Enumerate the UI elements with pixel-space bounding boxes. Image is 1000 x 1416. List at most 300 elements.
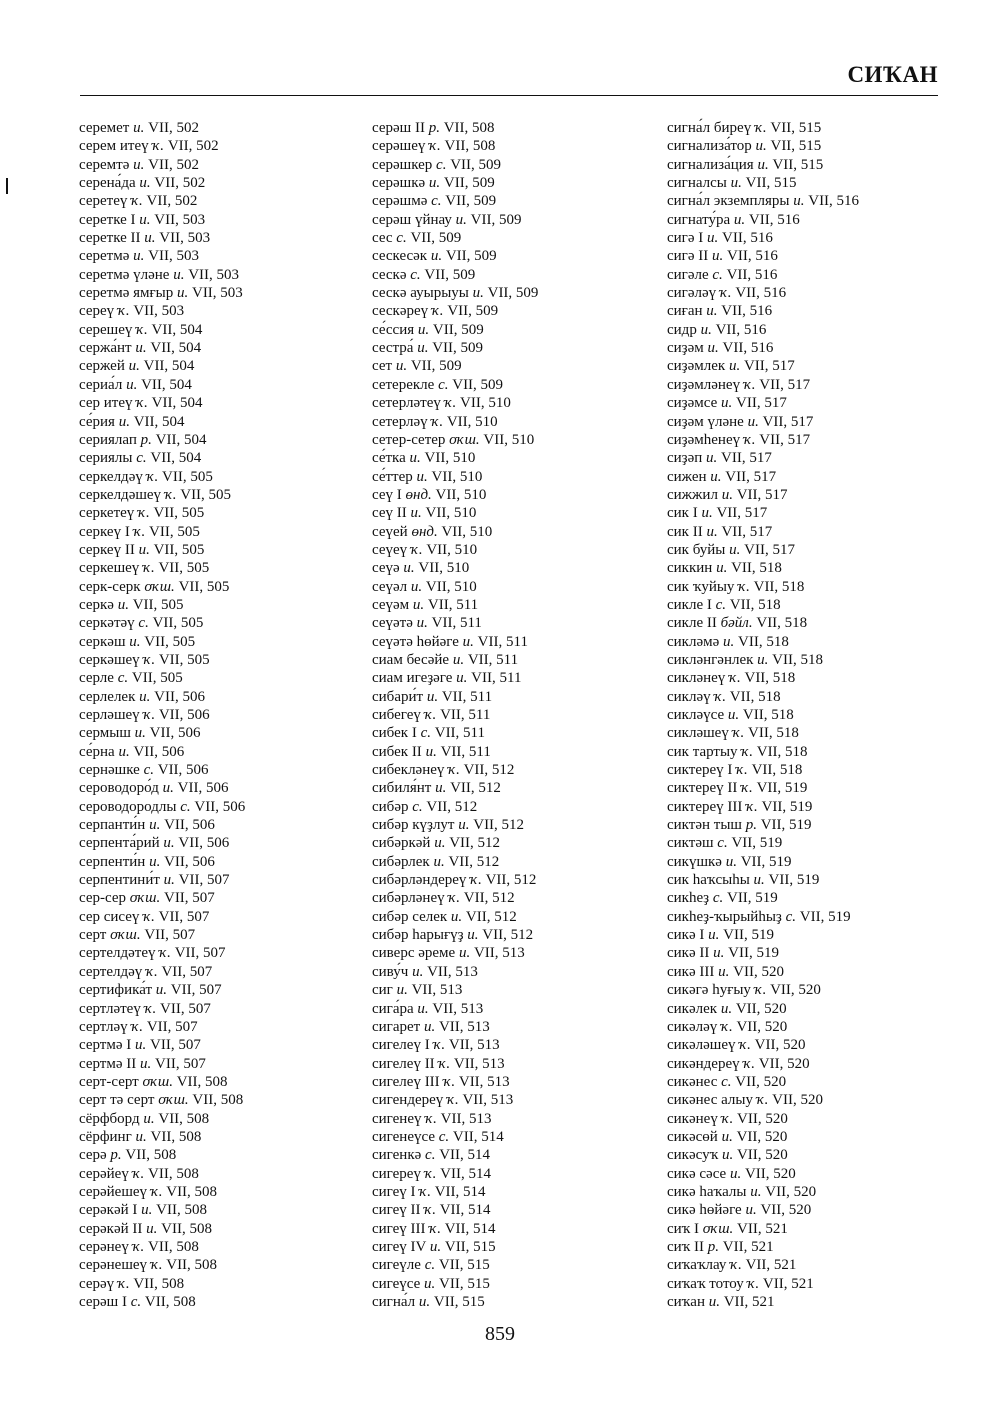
index-entry	[79, 339, 245, 357]
index-entry	[372, 651, 538, 669]
volume-page-ref: VII, 512	[463, 762, 515, 779]
volume-page-ref: VII, 510	[441, 523, 493, 540]
part-of-speech: с.	[424, 1257, 436, 1274]
headword: серәйеү	[79, 1165, 129, 1182]
headword: сереү	[79, 303, 115, 320]
index-entry	[79, 944, 245, 962]
part-of-speech: и.	[128, 358, 140, 375]
index-entry	[79, 1000, 245, 1018]
headword: сикләү	[667, 688, 711, 705]
volume-page-ref: VII, 504	[150, 340, 202, 357]
headword: сигә II	[667, 248, 709, 265]
part-of-speech: и.	[139, 175, 151, 192]
part-of-speech: ҡ.	[132, 1238, 145, 1255]
headword: серпентини́т	[79, 872, 160, 889]
index-entry	[667, 266, 859, 284]
index-entry	[79, 926, 245, 944]
headword: сибек II	[372, 743, 422, 760]
index-entry	[372, 523, 538, 541]
headword: серетке II	[79, 230, 141, 247]
volume-page-ref: VII, 508	[443, 120, 495, 136]
volume-page-ref: VII, 520	[760, 1202, 812, 1219]
volume-page-ref: VII, 516	[715, 321, 767, 338]
volume-page-ref: VII, 506	[194, 798, 246, 815]
volume-page-ref: VII, 511	[440, 707, 491, 723]
headword: сертләтеү	[79, 1000, 141, 1017]
index-entry	[372, 963, 538, 981]
part-of-speech: с.	[438, 1128, 450, 1145]
headword: сигна́л	[372, 1294, 416, 1310]
headword: сигендереү	[372, 1092, 444, 1109]
index-entry	[667, 981, 859, 999]
index-entry	[667, 247, 859, 265]
index-entry	[79, 1055, 245, 1073]
part-of-speech: ҡ.	[419, 1183, 431, 1200]
headword: сетер-сетер	[372, 431, 446, 448]
headword: серәшмә	[372, 193, 428, 210]
index-entry	[79, 1128, 245, 1146]
part-of-speech: и.	[723, 633, 735, 650]
part-of-speech: ҡ.	[741, 743, 753, 760]
part-of-speech: и.	[176, 285, 189, 302]
headword: сероводородлы	[79, 798, 177, 815]
part-of-speech: и.	[716, 560, 728, 577]
headword: сеү II	[372, 505, 407, 522]
volume-page-ref: VII, 513	[427, 963, 478, 980]
part-of-speech: и.	[417, 321, 430, 338]
part-of-speech: оҡш.	[449, 431, 480, 448]
headword: сиам бесәйе	[372, 651, 450, 668]
headword: сибегеү	[372, 707, 421, 723]
volume-page-ref: VII, 509	[432, 340, 484, 357]
index-entry	[667, 908, 859, 926]
index-entry	[79, 468, 245, 486]
volume-page-ref: VII, 504	[155, 431, 207, 448]
headword: серпента́рий	[79, 835, 160, 852]
part-of-speech: оҡш.	[129, 890, 161, 907]
volume-page-ref: VII, 516	[748, 211, 800, 228]
headword: сермыш	[79, 725, 131, 742]
index-entry	[79, 688, 245, 706]
part-of-speech: и.	[728, 358, 741, 375]
headword: сиҙәмләнеү	[667, 376, 741, 393]
volume-page-ref: VII, 520	[737, 1110, 788, 1127]
part-of-speech: с.	[425, 1147, 436, 1164]
margin-mark	[6, 178, 8, 194]
part-of-speech: и.	[133, 120, 145, 136]
headword: сеүей	[372, 523, 408, 540]
headword: сикәнес алыу	[667, 1092, 753, 1109]
volume-page-ref: VII, 510	[446, 413, 498, 430]
part-of-speech: ҡ.	[143, 707, 156, 723]
headword: серәнешеү	[79, 1257, 148, 1274]
part-of-speech: и.	[434, 835, 446, 852]
volume-page-ref: VII, 508	[192, 1092, 244, 1109]
index-entry	[79, 853, 245, 871]
index-entry	[372, 174, 538, 192]
headword: сибәр	[372, 798, 409, 815]
index-entry	[372, 321, 538, 339]
index-entry	[79, 504, 245, 522]
part-of-speech: ҡ.	[729, 670, 741, 687]
headword: серләшеү	[79, 707, 140, 723]
headword: сиҡаҡ тотоу	[667, 1275, 744, 1292]
index-entry	[667, 431, 859, 449]
headword: сик буйы	[667, 541, 726, 558]
index-entry	[667, 1238, 859, 1256]
volume-page-ref: VII, 512	[448, 853, 500, 870]
part-of-speech: и.	[452, 651, 465, 668]
headword: сескә	[372, 266, 407, 283]
volume-page-ref: VII, 505	[158, 651, 210, 668]
part-of-speech: ҡ.	[743, 1055, 756, 1072]
part-of-speech: и.	[417, 340, 429, 357]
part-of-speech: и.	[139, 688, 151, 705]
part-of-speech: с.	[717, 835, 728, 852]
volume-page-ref: VII, 508	[148, 1165, 199, 1182]
index-entry	[667, 229, 859, 247]
part-of-speech: оҡш.	[702, 1220, 734, 1237]
part-of-speech: и.	[395, 358, 408, 375]
volume-page-ref: VII, 520	[735, 1000, 787, 1017]
volume-page-ref: VII, 519	[761, 798, 813, 815]
index-entry	[79, 431, 245, 449]
part-of-speech: ҡ.	[425, 1110, 437, 1127]
part-of-speech: ҡ.	[721, 1110, 734, 1127]
part-of-speech: и.	[707, 230, 719, 247]
headword: сиктәш	[667, 835, 714, 852]
index-entry	[79, 486, 245, 504]
headword: сигеү III	[372, 1220, 426, 1237]
part-of-speech: ҡ.	[117, 303, 130, 320]
index-entry	[79, 761, 245, 779]
volume-page-ref: VII, 507	[158, 908, 210, 925]
headword: сигә I	[667, 230, 704, 247]
volume-page-ref: VII, 506	[177, 780, 229, 797]
index-entry	[79, 1110, 245, 1128]
index-entry	[667, 596, 859, 614]
headword: серкеү II	[79, 541, 135, 558]
index-entry	[667, 1110, 859, 1128]
index-entry	[79, 779, 245, 797]
index-entry	[79, 1146, 245, 1164]
headword: сикһеҙ	[667, 890, 710, 907]
headword: сиҙәмһенеү	[667, 431, 741, 448]
headword: сибәр күҙлут	[372, 817, 455, 834]
headword: сикәсөй	[667, 1128, 718, 1145]
headword: сиккин	[667, 560, 713, 577]
volume-page-ref: VII, 510	[418, 560, 470, 577]
index-entry	[79, 798, 245, 816]
headword: сикә III	[667, 963, 715, 980]
part-of-speech: и.	[126, 376, 138, 393]
part-of-speech: ҡ.	[164, 486, 177, 503]
headword: сиг	[372, 982, 393, 999]
volume-page-ref: VII, 516	[808, 193, 860, 210]
index-entry	[79, 1036, 245, 1054]
volume-page-ref: VII, 510	[435, 486, 487, 503]
part-of-speech: оҡш.	[144, 578, 175, 595]
index-entry	[372, 1201, 538, 1219]
index-entry	[372, 706, 538, 724]
headword: сеүеү	[372, 541, 408, 558]
volume-page-ref: VII, 509	[432, 321, 484, 338]
index-entry	[667, 137, 859, 155]
headword: серәкәй I	[79, 1202, 138, 1219]
index-entry	[372, 357, 538, 375]
index-entry	[79, 1275, 245, 1293]
part-of-speech: и.	[149, 817, 161, 834]
index-entry	[667, 1220, 859, 1238]
index-entry	[667, 449, 859, 467]
part-of-speech: и.	[729, 1165, 742, 1182]
volume-page-ref: VII, 513	[448, 1037, 500, 1054]
volume-page-ref: VII, 511	[441, 688, 493, 705]
part-of-speech: ҡ.	[133, 523, 146, 540]
index-entry	[667, 284, 859, 302]
volume-page-ref: VII, 517	[744, 541, 795, 558]
headword: серәш II	[372, 120, 425, 136]
part-of-speech: и.	[700, 321, 712, 338]
headword: сикһеҙ-ҡырыйһыҙ	[667, 908, 782, 925]
headword: сер-сер	[79, 890, 126, 907]
index-entry	[372, 431, 538, 449]
part-of-speech: и.	[456, 670, 468, 687]
part-of-speech: с.	[410, 266, 421, 283]
headword: сик I	[667, 505, 698, 522]
headword: сигеү IV	[372, 1238, 427, 1255]
index-entry	[372, 302, 538, 320]
part-of-speech: и.	[129, 633, 141, 650]
part-of-speech: и.	[118, 743, 130, 760]
part-of-speech: р.	[745, 817, 757, 834]
part-of-speech: ҡ.	[747, 1275, 760, 1292]
index-entry	[372, 394, 538, 412]
index-entry	[79, 1293, 245, 1311]
part-of-speech: и.	[133, 156, 145, 173]
headword: сиған	[667, 303, 703, 320]
headword: сиверс әреме	[372, 945, 456, 962]
headword: сикәнес	[667, 1073, 718, 1090]
index-entry	[79, 1238, 245, 1256]
part-of-speech: р.	[707, 1238, 720, 1255]
volume-page-ref: VII, 508	[444, 138, 496, 155]
volume-page-ref: VII, 505	[152, 615, 204, 632]
volume-page-ref: VII, 512	[465, 908, 517, 925]
part-of-speech: и.	[708, 1294, 720, 1310]
headword: серлелек	[79, 688, 136, 705]
volume-page-ref: VII, 506	[164, 817, 215, 834]
part-of-speech: ҡ.	[719, 285, 732, 302]
volume-page-ref: VII, 503	[188, 266, 240, 283]
part-of-speech: и.	[725, 853, 737, 870]
volume-page-ref: VII, 518	[772, 651, 823, 668]
index-entry	[79, 889, 245, 907]
part-of-speech: и.	[428, 175, 441, 192]
part-of-speech: и.	[140, 1055, 152, 1072]
volume-page-ref: VII, 521	[723, 1294, 775, 1310]
headword: серәш I	[79, 1294, 127, 1310]
headword: сиҙәмсе	[667, 395, 718, 412]
volume-page-ref: VII, 505	[180, 486, 232, 503]
index-entry	[79, 908, 245, 926]
index-entry	[372, 1183, 538, 1201]
index-entry	[372, 816, 538, 834]
part-of-speech: и.	[412, 963, 424, 980]
volume-page-ref: VII, 508	[158, 1110, 210, 1127]
part-of-speech: с.	[396, 230, 407, 247]
headword: сигелеү III	[372, 1073, 440, 1090]
part-of-speech: ҡ.	[143, 651, 156, 668]
part-of-speech: и.	[403, 560, 415, 577]
volume-page-ref: VII, 519	[799, 908, 851, 925]
volume-page-ref: VII, 504	[151, 321, 203, 338]
headword: сикә сәсе	[667, 1165, 727, 1182]
volume-page-ref: VII, 518	[742, 707, 794, 723]
volume-page-ref: VII, 515	[439, 1275, 490, 1292]
volume-page-ref: VII, 509	[487, 285, 539, 302]
part-of-speech: и.	[712, 248, 724, 265]
volume-page-ref: VII, 512	[463, 890, 515, 907]
headword: серәнеү	[79, 1238, 129, 1255]
headword: сикә II	[667, 945, 710, 962]
volume-page-ref: VII, 520	[765, 1183, 817, 1200]
headword: серпанти́н	[79, 817, 146, 834]
index-entry	[79, 651, 245, 669]
volume-page-ref: VII, 517	[762, 413, 814, 430]
part-of-speech: и.	[155, 982, 168, 999]
header-rule	[80, 95, 938, 96]
volume-page-ref: VII, 517	[759, 376, 811, 393]
headword: сикә һаҡалы	[667, 1183, 747, 1200]
headword: серена́да	[79, 175, 136, 192]
part-of-speech: и.	[708, 927, 720, 944]
index-entry	[667, 211, 859, 229]
part-of-speech: и.	[450, 908, 463, 925]
volume-page-ref: VII, 517	[725, 468, 777, 485]
part-of-speech: с.	[138, 615, 149, 632]
index-entry	[79, 1256, 245, 1274]
volume-page-ref: VII, 521	[745, 1257, 797, 1274]
headword: сидр	[667, 321, 697, 338]
index-entry	[372, 1018, 538, 1036]
volume-page-ref: VII, 517	[736, 486, 788, 503]
volume-page-ref: VII, 508	[150, 1128, 202, 1145]
part-of-speech: и.	[458, 945, 471, 962]
headword: сик һаҡсыһы	[667, 872, 750, 889]
index-column-1	[79, 119, 245, 1311]
volume-page-ref: VII, 511	[427, 596, 479, 613]
index-entry	[372, 504, 538, 522]
index-entry	[667, 1036, 859, 1054]
headword: сигна́л биреү	[667, 120, 752, 136]
part-of-speech: өнд.	[411, 523, 438, 540]
part-of-speech: с.	[712, 890, 724, 907]
headword: се́рия	[79, 413, 115, 430]
index-entry	[667, 688, 859, 706]
volume-page-ref: VII, 519	[760, 817, 812, 834]
headword: серт-серт	[79, 1073, 139, 1090]
index-entry	[79, 137, 245, 155]
volume-page-ref: VII, 518	[756, 743, 808, 760]
part-of-speech: и.	[396, 982, 408, 999]
headword: серкәш	[79, 633, 126, 650]
part-of-speech: и.	[755, 138, 767, 155]
part-of-speech: и.	[701, 505, 713, 522]
volume-page-ref: VII, 518	[748, 725, 799, 742]
part-of-speech: ҡ.	[132, 1165, 145, 1182]
index-entry	[372, 1110, 538, 1128]
volume-page-ref: VII, 514	[434, 1183, 486, 1200]
headword: серт	[79, 927, 107, 944]
part-of-speech: и.	[713, 945, 725, 962]
headword: сижен	[667, 468, 707, 485]
index-entry	[79, 743, 245, 761]
index-entry	[372, 559, 538, 577]
volume-page-ref: VII, 520	[758, 1055, 810, 1072]
volume-page-ref: VII, 510	[483, 431, 535, 448]
volume-page-ref: VII, 502	[154, 175, 206, 192]
index-entry	[372, 669, 538, 687]
headword: серешеү	[79, 321, 133, 338]
volume-page-ref: VII, 506	[157, 762, 209, 779]
volume-page-ref: VII, 508	[166, 1183, 218, 1200]
part-of-speech: и.	[141, 1202, 153, 1219]
part-of-speech: и.	[706, 450, 718, 467]
index-entry	[79, 834, 245, 852]
volume-page-ref: VII, 506	[164, 853, 215, 870]
headword: сержа́нт	[79, 340, 132, 357]
part-of-speech: ҡ.	[448, 762, 460, 779]
headword: сиктереү II	[667, 780, 738, 797]
headword: сеүәл	[372, 578, 408, 595]
index-entry	[667, 798, 859, 816]
headword: серәшкер	[372, 156, 433, 173]
part-of-speech: и.	[757, 156, 769, 173]
part-of-speech: и.	[721, 1128, 733, 1145]
index-entry	[667, 1256, 859, 1274]
headword: се́рна	[79, 743, 115, 760]
index-entry	[372, 926, 538, 944]
headword: сига́ра	[372, 1000, 414, 1017]
index-entry	[667, 834, 859, 852]
headword: сигнализа́ция	[667, 156, 754, 173]
part-of-speech: и.	[718, 963, 730, 980]
headword: сикләмә	[667, 633, 720, 650]
index-entry	[372, 1146, 538, 1164]
volume-page-ref: VII, 505	[149, 523, 200, 540]
index-entry	[372, 541, 538, 559]
page-number: 859	[485, 1323, 515, 1345]
volume-page-ref: VII, 508	[133, 1275, 185, 1292]
index-entry	[667, 578, 859, 596]
headword: сик II	[667, 523, 703, 540]
part-of-speech: ҡ.	[143, 908, 155, 925]
volume-page-ref: VII, 506	[158, 707, 210, 723]
part-of-speech: р.	[428, 120, 440, 136]
index-entry	[667, 614, 859, 632]
volume-page-ref: VII, 504	[141, 376, 192, 393]
part-of-speech: ҡ.	[429, 1220, 441, 1237]
index-entry	[372, 339, 538, 357]
index-entry	[667, 504, 859, 522]
part-of-speech: ҡ.	[443, 1073, 456, 1090]
headword: серәйешеү	[79, 1183, 148, 1200]
volume-page-ref: VII, 515	[772, 156, 824, 173]
volume-page-ref: VII, 513	[453, 1055, 505, 1072]
part-of-speech: и.	[458, 817, 470, 834]
headword: сигенкә	[372, 1147, 422, 1164]
